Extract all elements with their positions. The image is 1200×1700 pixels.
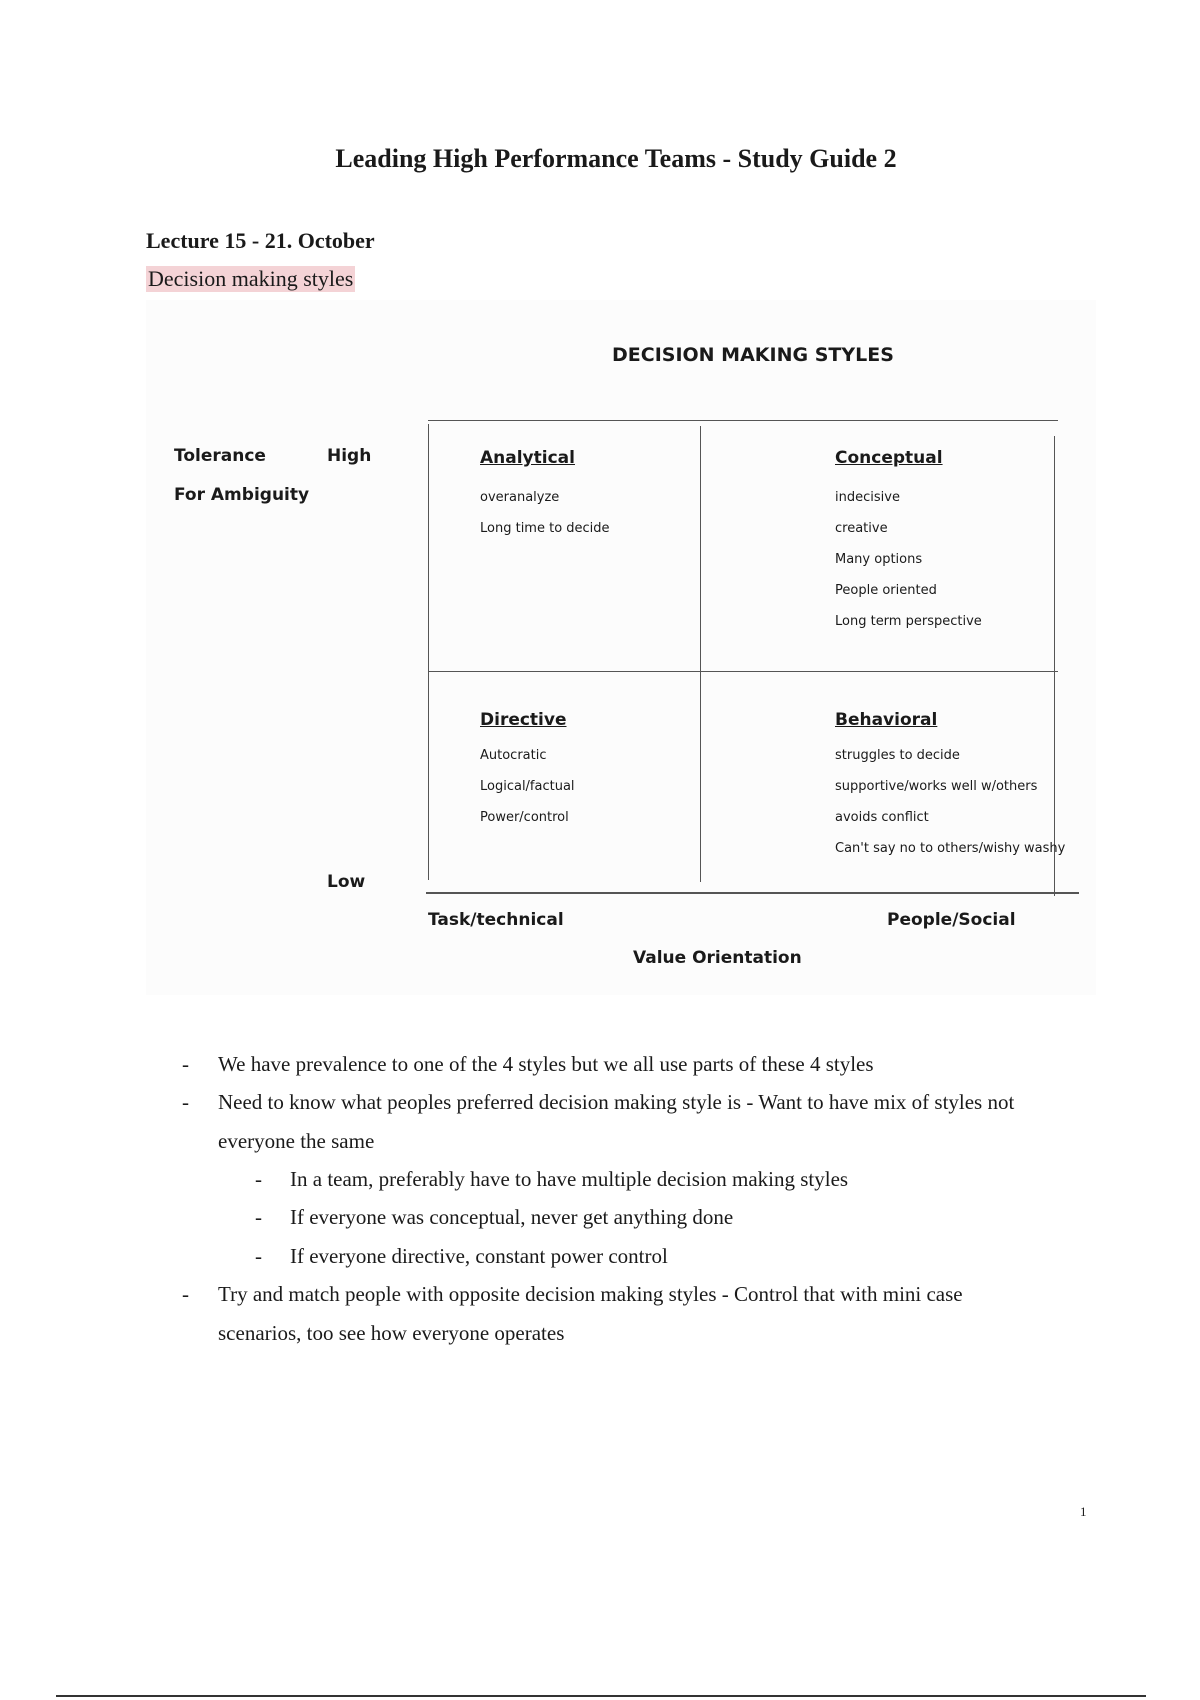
list-item: indecisive [835,490,900,505]
grid-top-line [428,420,1058,421]
y-axis-label-line1: Tolerance [174,446,266,466]
list-item: Autocratic [480,748,547,763]
quadrant-behavioral-list [835,748,1065,872]
note-text: If everyone was conceptual, never get anything done [290,1205,734,1229]
x-axis-title: Value Orientation [633,948,802,968]
quadrant-conceptual-list [835,490,982,645]
list-item: Can't say no to others/wishy washy [835,841,1066,856]
list-item: struggles to decide [835,748,960,763]
quadrant-analytical-list [480,490,610,552]
decision-styles-diagram [146,300,1096,995]
y-axis-low: Low [327,872,366,892]
quadrant-analytical-title: Analytical [480,448,575,468]
bullet-dash: - [255,1167,262,1191]
x-axis-right-label: People/Social [887,910,1016,930]
lecture-heading: Lecture 15 - 21. October [146,228,375,253]
list-item: Long term perspective [835,614,982,629]
list-item: Many options [835,552,923,567]
bullet-dash: - [255,1244,262,1268]
page-title: Leading High Performance Teams - Study Guide 2 [335,144,897,173]
grid-middle-line [428,671,1058,672]
note-text: everyone the same [218,1129,375,1153]
grid-center-line [700,426,701,882]
list-item: avoids conflict [835,810,929,825]
x-axis-line [426,892,1079,894]
note-text: Try and match people with opposite decision making styles - Control that with mini case [218,1282,963,1306]
quadrant-directive-title: Directive [480,710,567,730]
bullet-dash: - [182,1282,189,1306]
quadrant-behavioral-title: Behavioral [835,710,938,730]
diagram-title: DECISION MAKING STYLES [612,344,894,366]
list-item: creative [835,521,888,536]
list-item: People oriented [835,583,937,598]
y-axis-high: High [327,446,372,466]
note-text: We have prevalence to one of the 4 styles but we all use parts of these 4 styles [218,1052,874,1076]
page-number: 1 [1080,1504,1087,1519]
bullet-dash: - [182,1090,189,1114]
note-text: scenarios, too see how everyone operates [218,1321,565,1345]
quadrant-conceptual-title: Conceptual [835,448,943,468]
y-axis-label-line2: For Ambiguity [174,485,310,505]
list-item: supportive/works well w/others [835,779,1038,794]
note-text: If everyone directive, constant power control [290,1244,668,1268]
list-item: overanalyze [480,490,560,505]
list-item: Long time to decide [480,521,610,536]
grid-left-line [428,424,429,880]
x-axis-left-label: Task/technical [428,910,564,930]
footer-divider [56,1695,1146,1697]
note-text: In a team, preferably have to have multiple decision making styles [290,1167,849,1191]
quadrant-directive-list [480,748,575,841]
topic-heading: Decision making styles [148,266,354,291]
bullet-dash: - [255,1205,262,1229]
list-item: Power/control [480,810,569,825]
note-text: Need to know what peoples preferred decision making style is - Want to have mix of styles not [218,1090,1015,1114]
list-item: Logical/factual [480,779,575,794]
bullet-dash: - [182,1052,189,1076]
